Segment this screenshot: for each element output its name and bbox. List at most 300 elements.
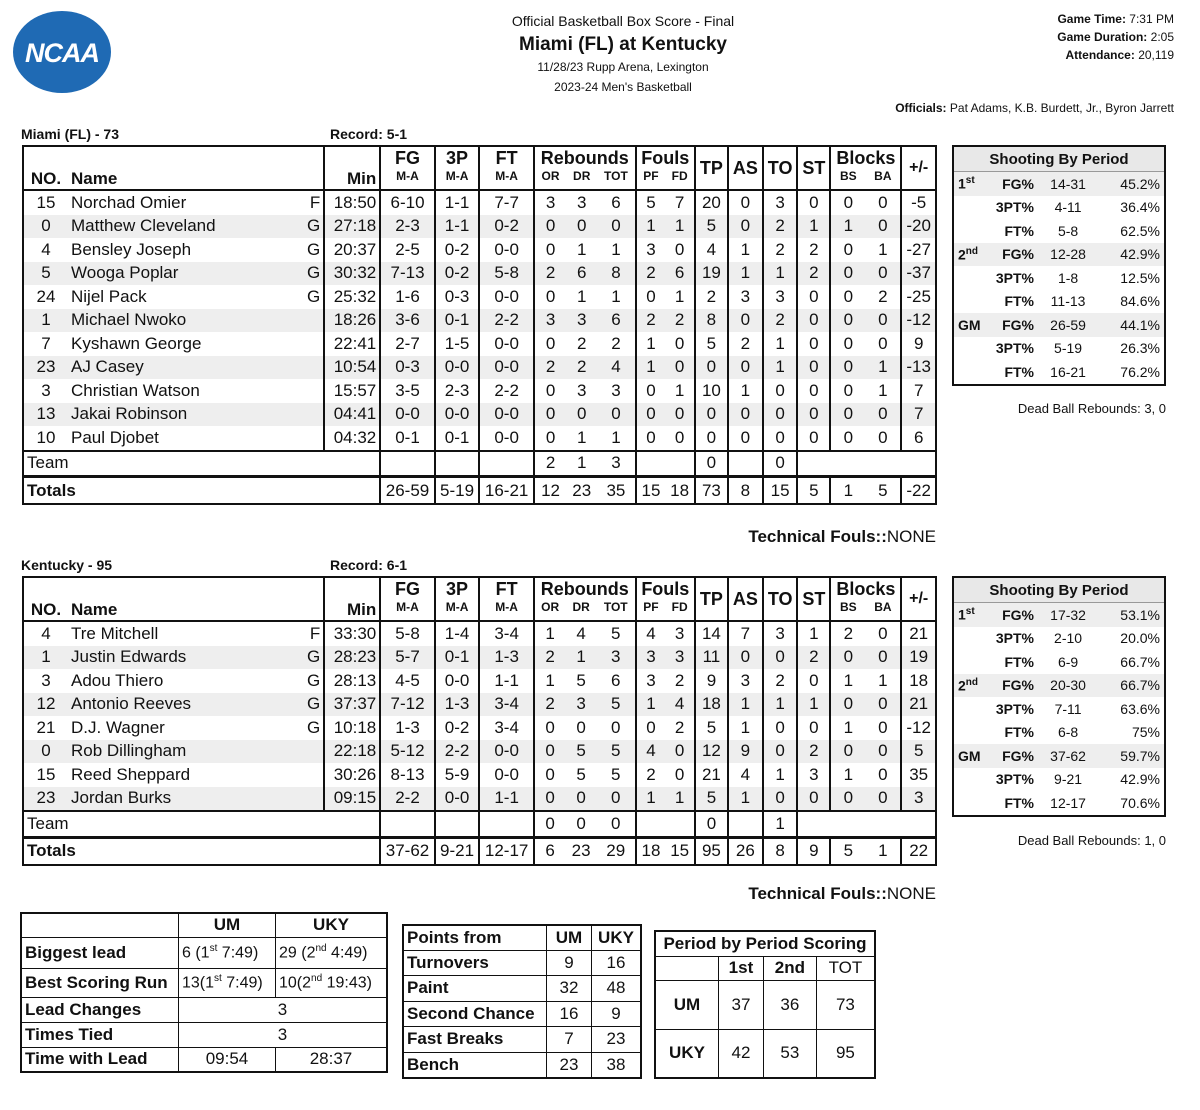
team-empty: [435, 451, 480, 477]
stat-cell: G: [304, 693, 324, 717]
stat-cell: -12: [906, 717, 931, 737]
stat-cell: 0: [695, 356, 728, 380]
col-rebounds: Rebounds: [534, 146, 636, 169]
biggest-lead-uky: 29 (2nd 4:49): [276, 937, 388, 968]
col-st: ST: [797, 577, 830, 621]
stat-cell: [304, 332, 324, 356]
col-name: Name: [68, 600, 324, 621]
game-info: Game Time: 7:31 PM Game Duration: 2:05 Attendance: 20,119: [1057, 12, 1174, 62]
stat-cell: 0: [843, 380, 854, 400]
stat-cell: 1: [728, 787, 763, 812]
stat-cell: 04:32: [324, 426, 380, 451]
stat-cell: 5: [695, 215, 728, 239]
stat-cell: 0: [545, 286, 556, 306]
doc-title: Official Basketball Box Score - Final: [511, 13, 735, 29]
shooting-row: [953, 627, 1165, 651]
stat-cell: 5: [576, 670, 586, 690]
stat-cell: 1: [636, 693, 666, 717]
period-label: [953, 219, 988, 243]
col-3p: 3P: [435, 577, 480, 600]
col-ft: FT: [479, 146, 534, 169]
stat-cell: [304, 403, 324, 427]
stat-made-att: 20-30: [1038, 674, 1098, 698]
stat-cell: 0-0: [479, 238, 534, 262]
totals-row: [23, 477, 936, 505]
points-um: 32: [547, 976, 592, 1002]
stat-cell: 30:26: [324, 763, 380, 787]
stat-label: FT%: [1004, 653, 1034, 670]
shooting-title: Shooting By Period: [953, 577, 1165, 603]
period-label: [953, 791, 988, 816]
period-label: 2nd: [953, 243, 988, 267]
player-name: Christian Watson: [71, 380, 200, 400]
stat-cell: 0: [23, 740, 68, 764]
stat-cell: [304, 309, 324, 333]
stat-cell: 4: [636, 740, 666, 764]
team-label: Team: [23, 451, 324, 477]
stat-cell: 5: [597, 740, 636, 764]
stat-cell: 3: [597, 379, 635, 403]
totals-cell: 1: [830, 477, 865, 505]
stat-cell: 1: [728, 379, 763, 403]
period-header-1st: 1st: [719, 956, 764, 980]
stat-cell: 0-0: [479, 763, 534, 787]
col-tp: TP: [695, 146, 728, 190]
period-1st: 37: [719, 980, 764, 1029]
player-row: [23, 285, 936, 309]
points-uky: 9: [592, 1001, 642, 1027]
stat-cell: 1: [646, 333, 656, 353]
stat-cell: 3-4: [479, 716, 534, 740]
stat-cell: 3: [576, 192, 587, 212]
period-label: 1st: [953, 172, 988, 196]
totals-cell: 5: [830, 837, 865, 865]
stat-cell: 0-2: [479, 215, 534, 239]
team-title-miami: Miami (FL) - 73: [21, 126, 120, 142]
col-3p-ma: M-A: [435, 600, 480, 621]
stat-pct: 70.6%: [1120, 794, 1160, 811]
stat-cell: 4: [597, 356, 635, 380]
stat-cell: 0: [830, 403, 865, 427]
stat-cell: 5: [695, 716, 728, 740]
stat-cell: 3: [728, 285, 763, 309]
stat-cell: 13: [23, 403, 68, 427]
player-name: Michael Nwoko: [68, 309, 304, 333]
stat-cell: 0-0: [479, 285, 534, 309]
stat-cell: 0: [545, 333, 556, 353]
period-team: UM: [655, 980, 719, 1029]
stat-pct: 66.7%: [1098, 674, 1165, 698]
best-run-uky: 10(2nd 19:43): [276, 968, 388, 997]
stat-cell: 10:54: [324, 356, 380, 380]
shooting-row: [953, 219, 1165, 243]
stat-cell: 0: [797, 379, 830, 403]
col-or: OR: [534, 169, 566, 190]
stat-cell: 2: [534, 646, 566, 670]
stat-made-att: 12-17: [1050, 794, 1086, 811]
stat-cell: 0-0: [435, 403, 480, 427]
col-min-spacer: [324, 146, 380, 169]
stat-cell: 0: [830, 787, 865, 812]
stat-cell: 0: [646, 286, 656, 306]
stat-cell: 0: [797, 285, 830, 309]
stat-cell: 9: [913, 333, 924, 353]
stat-cell: 21: [909, 623, 929, 643]
stat-cell: 0: [763, 426, 798, 451]
col-to: TO: [763, 146, 798, 190]
period-label: [953, 627, 988, 651]
stat-cell: 1-1: [435, 215, 480, 239]
team-dr: 0: [565, 811, 596, 837]
team-empty: [797, 811, 830, 837]
stat-made-att: 12-28: [1038, 243, 1098, 267]
stat-cell: 0: [728, 646, 763, 670]
stat-cell: 1: [865, 238, 901, 262]
stat-cell: 0-3: [435, 285, 480, 309]
totals-cell: 18: [636, 837, 666, 865]
stat-cell: 3: [728, 669, 763, 693]
col-ft: FT: [479, 577, 534, 600]
player-name: Norchad Omier: [71, 192, 187, 212]
stat-cell: 5: [597, 693, 636, 717]
dead-ball-rebounds-kentucky: Dead Ball Rebounds: 1, 0: [1017, 833, 1166, 848]
stat-cell: 2: [646, 764, 656, 784]
shooting-row: [953, 360, 1165, 385]
col-ba: BA: [865, 600, 901, 621]
shooting-row: [953, 721, 1165, 745]
player-name: Adou Thiero: [71, 670, 164, 690]
stat-cell: 19: [695, 262, 728, 286]
shooting-row: [953, 674, 1165, 698]
stat-made-att: 16-21: [1050, 363, 1086, 380]
stat-cell: 0: [728, 190, 763, 215]
totals-cell: 37-62: [380, 837, 435, 865]
stat-cell: 23: [23, 356, 68, 380]
stat-made-att: 1-8: [1057, 269, 1079, 286]
stat-cell: 3-6: [380, 309, 435, 333]
stat-cell: 1: [728, 238, 763, 262]
period-label: [953, 650, 988, 674]
stat-cell: 6: [913, 427, 924, 447]
stat-made-att: 11-13: [1050, 293, 1086, 310]
totals-min: [324, 837, 380, 865]
stat-cell: 3: [41, 380, 51, 400]
player-row: [23, 332, 936, 356]
stat-cell: 0: [646, 717, 656, 737]
period-header-2nd: 2nd: [763, 956, 816, 980]
stat-cell: 0-0: [479, 356, 534, 380]
stat-cell: 0: [576, 717, 586, 737]
totals-cell: 9: [797, 837, 830, 865]
team-empty: [435, 811, 480, 837]
period-label: GM: [953, 744, 988, 768]
stat-cell: 2: [728, 332, 763, 356]
stat-made-att: 5-19: [1054, 340, 1083, 357]
stat-cell: 0: [23, 215, 68, 239]
team-empty: [901, 811, 936, 837]
stat-cell: 6: [597, 190, 635, 215]
stat-cell: 18: [909, 670, 929, 690]
stat-pct: 84.6%: [1120, 293, 1160, 310]
player-name: Tre Mitchell: [71, 623, 159, 643]
period-row: [655, 1029, 875, 1078]
stat-cell: 2-7: [380, 332, 435, 356]
player-row: [23, 669, 936, 693]
totals-cell: 73: [695, 477, 728, 505]
stat-cell: 1: [597, 285, 635, 309]
lead-changes-value: 3: [179, 997, 388, 1022]
col-rebounds: Rebounds: [534, 577, 636, 600]
stat-cell: 2: [865, 285, 901, 309]
player-row: [23, 403, 936, 427]
times-tied-label: Times Tied: [21, 1022, 179, 1047]
stat-cell: 0: [865, 309, 901, 333]
period-label: [953, 768, 988, 792]
stat-cell: 5: [597, 621, 636, 646]
team-empty: [665, 811, 695, 837]
points-header-um: UM: [547, 925, 592, 950]
stat-cell: 0: [830, 646, 865, 670]
stat-cell: 0-1: [435, 309, 480, 333]
col-bs: BS: [830, 169, 865, 190]
stat-cell: 1: [865, 669, 901, 693]
col-no-spacer: [23, 577, 68, 600]
stat-cell: 28:23: [324, 646, 380, 670]
stat-cell: 1-3: [479, 646, 534, 670]
col-blocks: Blocks: [830, 577, 901, 600]
stat-cell: 2-3: [435, 379, 480, 403]
stat-pct: 53.1%: [1098, 603, 1165, 627]
stat-cell: 21: [901, 693, 936, 717]
stat-cell: 2: [843, 623, 854, 643]
stat-label: 3PT%: [995, 199, 1034, 216]
stat-cell: 6: [597, 669, 636, 693]
logo-text: NCAA: [25, 38, 99, 68]
stat-cell: 19: [901, 646, 936, 670]
player-row: [23, 190, 936, 215]
stat-cell: 4: [665, 693, 695, 717]
stat-cell: 28:13: [324, 669, 380, 693]
stat-cell: 12: [695, 740, 728, 764]
box-score-miami: [22, 145, 937, 505]
stat-pct: 62.5%: [1120, 222, 1160, 239]
stat-cell: 4: [728, 763, 763, 787]
stat-cell: 0: [728, 215, 763, 239]
col-plus-minus: +/-: [901, 577, 936, 621]
stat-cell: 18:50: [324, 190, 380, 215]
stat-cell: 0: [865, 190, 901, 215]
stat-cell: [304, 379, 324, 403]
stat-label: 3PT%: [995, 630, 1034, 647]
stat-cell: 0-1: [435, 646, 480, 670]
stat-cell: 0: [545, 717, 555, 737]
col-pf: PF: [636, 169, 666, 190]
stat-cell: 22:41: [324, 332, 380, 356]
stat-cell: 7: [728, 621, 763, 646]
stat-cell: 0: [665, 403, 695, 427]
stat-cell: 0: [865, 621, 901, 646]
shooting-row: [953, 243, 1165, 267]
stat-cell: [304, 356, 324, 380]
stat-cell: 0: [534, 215, 566, 239]
stat-cell: 2: [695, 285, 728, 309]
totals-cell: 16-21: [479, 477, 534, 505]
stat-cell: 0: [865, 215, 901, 239]
col-3p-ma: M-A: [435, 169, 480, 190]
stat-label: FT%: [1004, 794, 1034, 811]
stat-cell: 04:41: [324, 403, 380, 427]
stat-cell: 1: [797, 621, 830, 646]
stat-cell: 1: [576, 239, 587, 259]
stat-cell: 0: [728, 403, 763, 427]
stat-cell: -5: [911, 192, 927, 212]
stat-cell: [304, 740, 324, 764]
stat-cell: 1: [576, 427, 587, 447]
stat-pct: 12.5%: [1120, 269, 1160, 286]
stat-cell: 0: [665, 740, 695, 764]
player-name: Reed Sheppard: [71, 764, 191, 784]
stat-cell: 21: [36, 717, 56, 737]
stat-cell: 1: [545, 623, 555, 643]
stat-cell: 2: [576, 333, 587, 353]
stat-cell: 24: [36, 286, 56, 306]
stat-cell: 0: [865, 332, 901, 356]
stat-cell: 21: [695, 763, 728, 787]
stat-cell: 0-2: [435, 262, 480, 286]
stat-cell: 1-1: [479, 787, 534, 812]
stat-cell: 0-0: [380, 403, 435, 427]
stat-cell: 0: [830, 693, 865, 717]
stat-pct: 36.4%: [1120, 199, 1160, 216]
stat-cell: 3: [566, 309, 597, 333]
period-2nd: 53: [763, 1029, 816, 1078]
col-as: AS: [728, 577, 763, 621]
team-empty: [830, 451, 865, 477]
stat-cell: 1: [830, 215, 865, 239]
totals-cell: 23: [565, 837, 596, 865]
technical-fouls-kentucky: Technical Fouls::NONE: [748, 884, 936, 903]
stat-label: FT%: [1004, 293, 1034, 310]
stat-cell: F: [304, 190, 324, 215]
stat-pct: 42.9%: [1098, 243, 1165, 267]
player-row: [23, 716, 936, 740]
stat-made-att: 26-59: [1038, 313, 1098, 337]
stat-label: FG%: [988, 243, 1038, 267]
stat-cell: 2: [534, 356, 566, 380]
stat-cell: 0: [797, 716, 830, 740]
stat-cell: 0-0: [479, 332, 534, 356]
stat-label: FT%: [1004, 724, 1034, 741]
stat-cell: 0: [797, 190, 830, 215]
dead-ball-rebounds-miami: Dead Ball Rebounds: 3, 0: [1017, 401, 1166, 416]
points-um: 23: [547, 1052, 592, 1078]
shooting-by-period-kentucky: [952, 576, 1166, 817]
totals-cell: 15: [763, 477, 798, 505]
stat-label: FT%: [1004, 222, 1034, 239]
stat-cell: 0-3: [380, 356, 435, 380]
stat-cell: 5: [695, 787, 728, 812]
period-scoring-title: Period by Period Scoring: [655, 931, 875, 956]
stat-cell: G: [304, 646, 324, 670]
shooting-row: [953, 744, 1165, 768]
stat-cell: 0: [797, 787, 830, 812]
player-row: [23, 621, 936, 646]
points-row: [403, 1001, 641, 1027]
stat-cell: 1: [763, 763, 798, 787]
stat-cell: 2: [797, 238, 830, 262]
points-from-table: [402, 924, 642, 1079]
team-empty: [901, 451, 936, 477]
team-empty: [380, 451, 435, 477]
shooting-row: [953, 313, 1165, 337]
stat-cell: [304, 763, 324, 787]
stat-pct: 42.9%: [1120, 771, 1160, 788]
stat-cell: 7: [901, 403, 936, 427]
stat-cell: 5-8: [479, 262, 534, 286]
stat-cell: G: [304, 262, 324, 286]
lead-header-uky: UKY: [276, 913, 388, 937]
stat-cell: 1: [545, 670, 555, 690]
stat-cell: 6: [665, 262, 695, 286]
player-row: [23, 740, 936, 764]
player-name: Jordan Burks: [68, 787, 304, 812]
stat-cell: 5: [597, 763, 636, 787]
stat-cell: 0: [665, 763, 695, 787]
team-row: [23, 451, 936, 477]
stat-cell: G: [304, 716, 324, 740]
totals-cell: 1: [865, 837, 901, 865]
stat-made-att: 37-62: [1038, 744, 1098, 768]
stat-pct: 63.6%: [1120, 700, 1160, 717]
stat-cell: 3: [597, 646, 636, 670]
period-1st: 42: [719, 1029, 764, 1078]
col-plus-minus: +/-: [901, 146, 936, 190]
col-fouls: Fouls: [636, 146, 695, 169]
best-run-label: Best Scoring Run: [21, 968, 179, 997]
stat-cell: 35: [909, 764, 929, 784]
team-row: [23, 811, 936, 837]
stat-cell: 4: [695, 238, 728, 262]
player-row: [23, 763, 936, 787]
stat-cell: 1: [865, 356, 901, 380]
team-tot: 0: [597, 811, 636, 837]
player-row: [23, 356, 936, 380]
totals-cell: 12-17: [479, 837, 534, 865]
stat-cell: 5-7: [380, 646, 435, 670]
stat-cell: 1: [597, 238, 635, 262]
totals-cell: 5: [797, 477, 830, 505]
stat-label: FG%: [988, 744, 1038, 768]
col-dr: DR: [565, 600, 596, 621]
stat-made-att: 14-31: [1038, 172, 1098, 196]
stat-cell: 0: [763, 379, 798, 403]
totals-cell: 95: [695, 837, 728, 865]
stat-cell: 3: [545, 192, 556, 212]
stat-made-att: 7-11: [1054, 700, 1082, 717]
player-row: [23, 787, 936, 812]
period-label: [953, 266, 988, 290]
player-name: Kyshawn George: [71, 333, 202, 353]
stat-cell: 1: [665, 787, 695, 812]
team-empty: [830, 811, 865, 837]
col-name: Name: [68, 169, 324, 190]
stat-cell: 0: [843, 286, 854, 306]
stat-cell: 4: [41, 239, 51, 259]
points-header-uky: UKY: [592, 925, 642, 950]
stat-cell: 0-1: [380, 426, 435, 451]
team-empty: [636, 451, 666, 477]
player-name: Wooga Poplar: [68, 262, 304, 286]
